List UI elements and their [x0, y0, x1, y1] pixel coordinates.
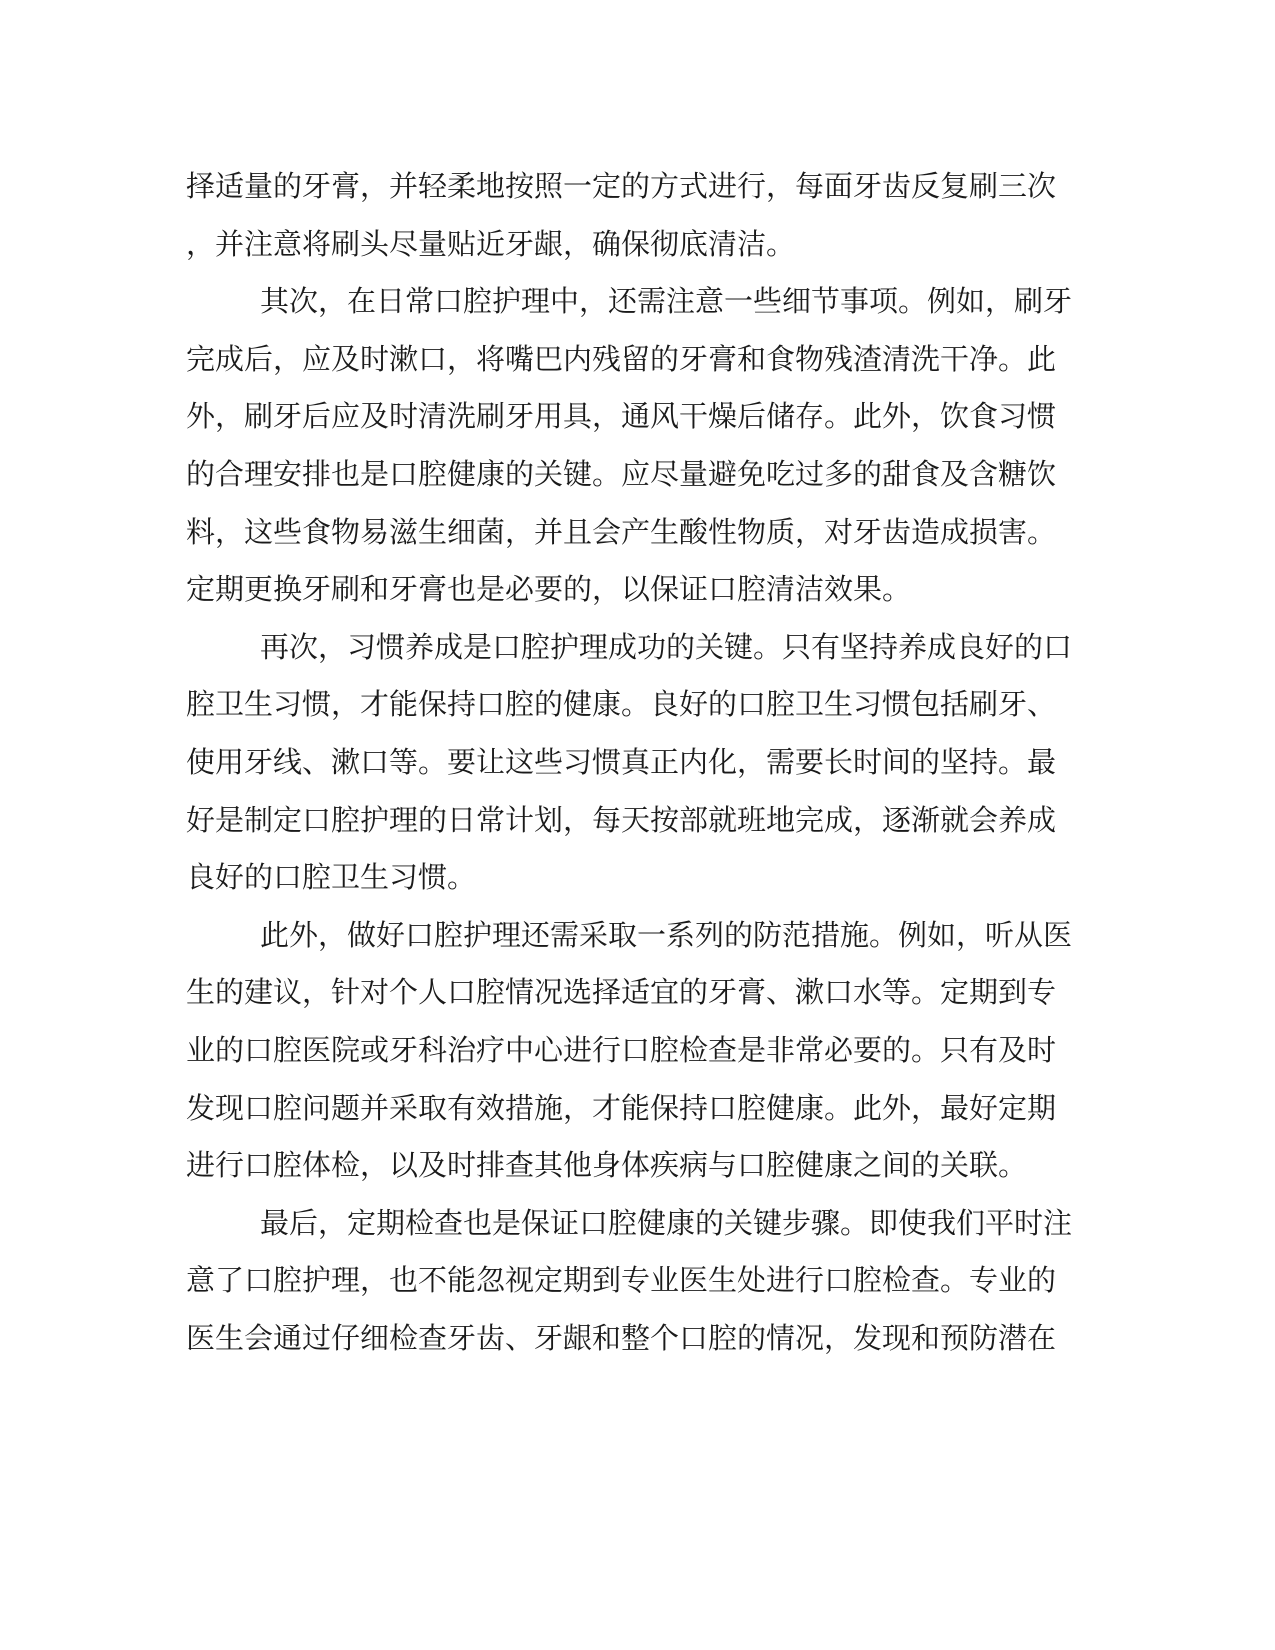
body-text — [186, 158, 1073, 1367]
paragraph-first-line: 最后，定期检查也是保证口腔健康的关键步骤。即使我们平时注 — [260, 1205, 1073, 1240]
text-line: 择适量的牙膏，并轻柔地按照一定的方式进行，每面牙齿反复刷三次 — [186, 169, 1057, 203]
text-line: 医生会通过仔细检查牙齿、牙龈和整个口腔的情况，发现和预防潜在 — [186, 1320, 1057, 1355]
text-line: 进行口腔体检，以及时排查其他身体疾病与口腔健康之间的关联。 — [186, 1148, 1028, 1183]
paragraph-first-line: 再次，习惯养成是口腔护理成功的关键。只有坚持养成良好的口 — [260, 629, 1073, 664]
text-line: 意了口腔护理，也不能忽视定期到专业医生处进行口腔检查。专业的 — [186, 1263, 1057, 1298]
text-line: 发现口腔问题并采取有效措施，才能保持口腔健康。此外，最好定期 — [186, 1090, 1057, 1125]
text-line: 良好的口腔卫生习惯。 — [186, 860, 477, 895]
text-line: 完成后，应及时漱口，将嘴巴内残留的牙膏和食物残渣清洗干净。此 — [186, 341, 1057, 376]
text-line: 好是制定口腔护理的日常计划，每天按部就班地完成，逐渐就会养成 — [186, 802, 1057, 837]
text-line: 料，这些食物易滋生细菌，并且会产生酸性物质，对牙齿造成损害。 — [186, 514, 1057, 549]
text-line: 的合理安排也是口腔健康的关键。应尽量避免吃过多的甜食及含糖饮 — [186, 456, 1057, 491]
text-line: 使用牙线、漱口等。要让这些习惯真正内化，需要长时间的坚持。最 — [186, 744, 1057, 779]
text-line: 外，刷牙后应及时清洗刷牙用具，通风干燥后储存。此外，饮食习惯 — [186, 399, 1057, 434]
paragraph-first-line: 其次，在日常口腔护理中，还需注意一些细节事项。例如，刷牙 — [260, 284, 1073, 319]
text-line: 生的建议，针对个人口腔情况选择适宜的牙膏、漱口水等。定期到专 — [186, 975, 1057, 1010]
text-line: ，并注意将刷头尽量贴近牙龈，确保彻底清洁。 — [186, 226, 796, 261]
paragraph-first-line: 此外，做好口腔护理还需采取一系列的防范措施。例如，听从医 — [260, 917, 1073, 952]
text-line: 腔卫生习惯，才能保持口腔的健康。良好的口腔卫生习惯包括刷牙、 — [186, 687, 1057, 722]
text-line: 业的口腔医院或牙科治疗中心进行口腔检查是非常必要的。只有及时 — [186, 1032, 1057, 1067]
text-line: 定期更换牙刷和牙膏也是必要的，以保证口腔清洁效果。 — [186, 572, 912, 607]
